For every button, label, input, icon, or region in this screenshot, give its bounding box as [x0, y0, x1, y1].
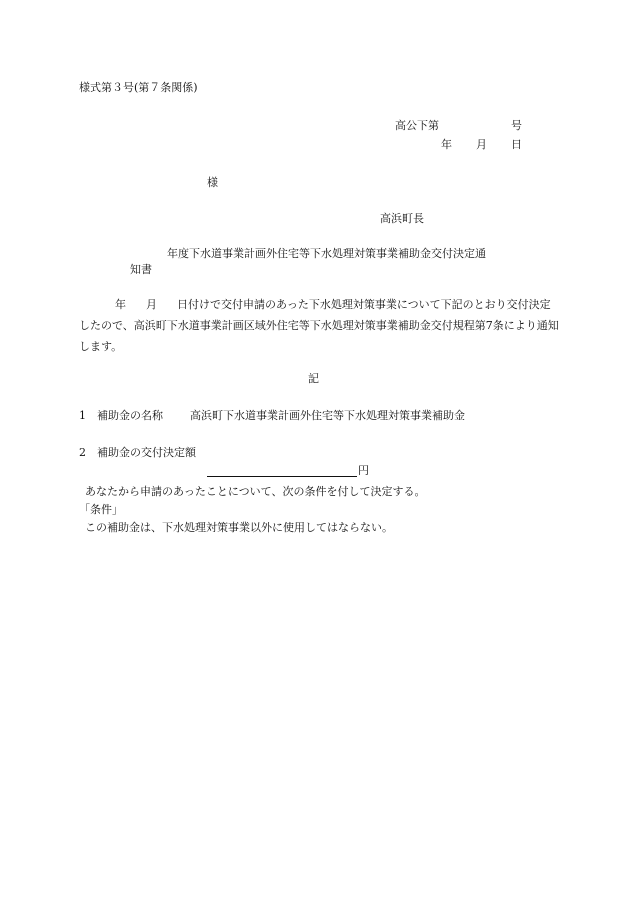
body-month: 月 — [146, 298, 157, 311]
date-year: 年 — [441, 138, 452, 151]
item2-number: 2 — [79, 446, 86, 459]
ki-heading: 記 — [308, 372, 319, 385]
addressee-suffix: 様 — [207, 176, 218, 189]
item1-value: 高浜町下水道事業計画外住宅等下水処理対策事業補助金 — [190, 409, 465, 422]
condition-text: この補助金は、下水処理対策事業以外に使用してはならない。 — [85, 521, 393, 534]
body-year: 年 — [115, 298, 126, 311]
body-paragraph — [79, 294, 561, 357]
document-number-prefix: 高公下第 — [395, 119, 439, 132]
decision-text: あなたから申請のあったことについて、次の条件を付して決定する。 — [85, 485, 426, 498]
amount-unit: 円 — [358, 464, 369, 477]
body-text: 日付けで交付申請のあった下水処理対策事業について下記のとおり交付決定したので、高浜町下水道事業計画区域外住宅等下水処理対策事業補助金交付規程第7条により通知します。 — [79, 298, 559, 353]
issuer: 高浜町長 — [380, 212, 424, 225]
item1-number: 1 — [79, 409, 86, 422]
document-number-suffix: 号 — [511, 119, 522, 132]
date-month: 月 — [476, 138, 487, 151]
document-title-line2: 知書 — [130, 263, 152, 276]
form-label: 様式第３号(第７条関係) — [79, 81, 198, 94]
document-title-line1: 年度下水道事業計画外住宅等下水処理対策事業補助金交付決定通 — [167, 247, 486, 260]
item1-label: 補助金の名称 — [97, 409, 163, 422]
condition-heading: 「条件」 — [79, 503, 123, 516]
amount-underline — [207, 476, 357, 477]
date-day: 日 — [511, 138, 522, 151]
item2-label: 補助金の交付決定額 — [97, 446, 196, 459]
